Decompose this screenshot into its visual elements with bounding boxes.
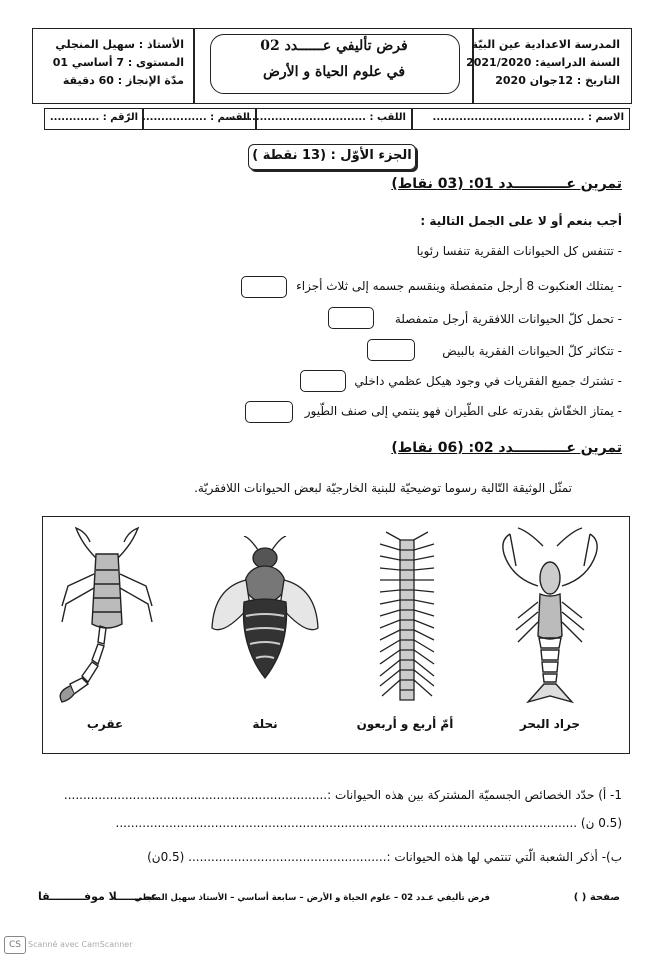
header-divider-left — [193, 28, 195, 104]
ex1-item-6: - يمتاز الخفّاش بقدرته على الطّيران فهو ينتمي إلى صنف الطّيور — [304, 404, 622, 418]
camscanner-watermark: Scanné avec CamScanner — [28, 940, 133, 949]
answer-box-3[interactable] — [328, 307, 374, 329]
answer-box-2[interactable] — [241, 276, 287, 298]
name-field[interactable]: الاسم : ........................................ — [432, 112, 624, 123]
question-a: 1- أ) حدّد الخصائص الجسميّة المشتركة بين هذه الحيوانات :..................................................................... — [63, 788, 622, 802]
class-level: المستوى : 7 أساسي 01 — [52, 56, 184, 69]
answer-box-4[interactable] — [367, 339, 415, 361]
ex2-intro: تمثّل الوثيقة التّالية رسوما توضيحيّة للبنية الخارجيّة لبعض الحيوانات اللافقريّة. — [194, 481, 572, 495]
answer-box-5[interactable] — [300, 370, 346, 392]
ex1-item-5: - تشترك جميع الفقريات في وجود هيكل عظمي داخلي — [354, 374, 622, 388]
exam-duration: مدّة الإنجاز : 60 دقيقة — [62, 74, 184, 87]
ex1-title: تمرين عـــــــــــدد 01: (03 نقاط) — [391, 176, 622, 192]
footer-page-number: صفحة ( ) — [573, 892, 620, 903]
ex1-item-4: - تتكاثر كلّ الحيوانات الفقرية بالبيض — [442, 344, 622, 358]
animal-label-centipede: أمّ أربع و أربعون — [356, 717, 454, 731]
bee-drawing — [210, 536, 320, 686]
ex1-item-3: - تحمل كلّ الحيوانات اللافقرية أرجل متمفصلة — [394, 312, 622, 326]
test-title: فرض تأليفي عــــــدد 02 — [260, 38, 408, 54]
ex1-instruction: أجب بنعم أو لا على الجمل التالية : — [420, 214, 622, 228]
number-field[interactable]: الرّقم : ............. — [49, 112, 138, 123]
answer-box-6[interactable] — [245, 401, 293, 423]
scorpion-drawing — [52, 524, 162, 708]
camscanner-logo: CS — [4, 936, 26, 954]
centipede-drawing — [372, 530, 442, 710]
animal-label-scorpion: عقرب — [86, 717, 124, 731]
teacher-name: الأستاذ : سهيل المنجلي — [55, 38, 184, 51]
section-field[interactable]: القسم : ................. — [142, 112, 250, 123]
school-year: السنة الدراسية: 2021/2020 — [466, 56, 620, 69]
ex1-item-2: - يمتلك العنكبوت 8 أرجل متمفصلة وينقسم جسمه إلى ثلاث أجزاء — [296, 279, 622, 293]
ex2-title: تمرين عـــــــــــدد 02: (06 نقاط) — [391, 440, 622, 456]
surname-field[interactable]: اللقب : .................................... — [229, 112, 406, 123]
test-date: التاريخ : 12جوان 2020 — [495, 74, 620, 87]
school-name: المدرسة الاعدادية عين البيّة — [471, 38, 620, 51]
animal-label-crayfish: جراد البحر — [519, 717, 581, 731]
question-a-answer-line[interactable]: (0.5 ن) ......................................................................................................................... — [115, 816, 622, 830]
animal-label-bee: نحلة — [252, 717, 278, 731]
footer-wish: عمـــــــلا موفـــــــــقا — [38, 890, 159, 903]
subject-title: في علوم الحياة و الأرض — [262, 64, 406, 80]
ex1-item-1: - تتنفس كل الحيوانات الفقرية تنفسا رئويا — [416, 244, 622, 258]
student-row-divider-1 — [411, 108, 413, 130]
part1-title: الجزء الأوّل : (13 نقطة ) — [248, 144, 416, 170]
crayfish-drawing — [488, 526, 612, 706]
footer-center-text: فرض تأليفي عـدد 02 – علوم الحياة و الأرض – سابعة أساسي – الأستاذ سهيل المنجلي — [134, 893, 490, 903]
question-b: ب)- أذكر الشعبة الّتي تنتمي لها هذه الحيوانات :.................................................... (0.5ن) — [147, 850, 622, 864]
